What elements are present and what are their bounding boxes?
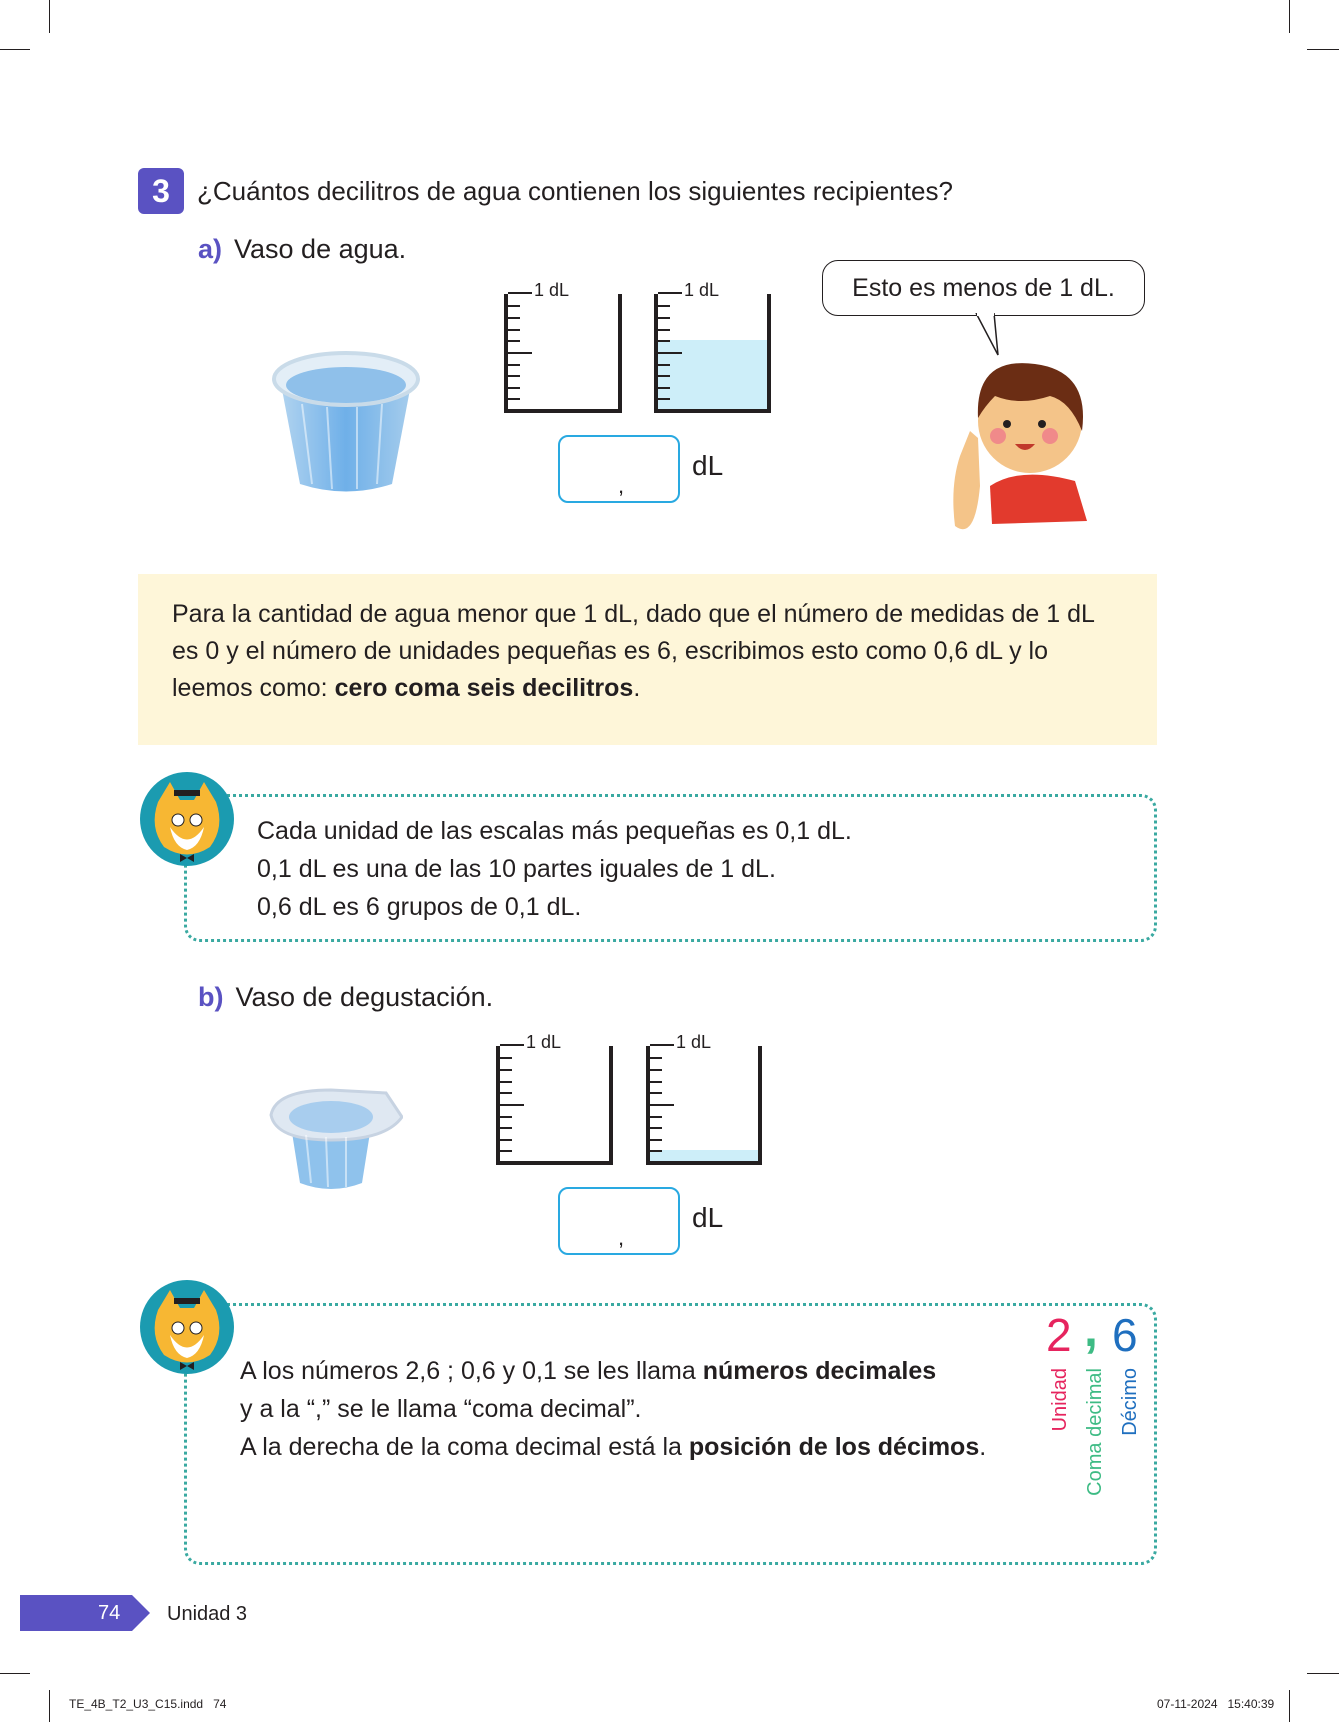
- explanation-box: [138, 574, 1157, 745]
- note2-text: [240, 1352, 1020, 1466]
- explanation-line: 0,6 dL y lo leemos como: cero coma seis decilitros.: [172, 637, 1048, 702]
- beaker-filled-a: [654, 280, 771, 413]
- beaker-label: 1 dL: [526, 1032, 562, 1052]
- page-number: 74: [98, 1602, 121, 1624]
- tasting-cup-image: [266, 1085, 403, 1192]
- beaker-label: 1 dL: [684, 280, 720, 300]
- exercise-question: ¿Cuántos decilitros de agua contienen los siguientes recipientes?: [197, 176, 953, 206]
- beaker-filled-b: [646, 1032, 762, 1165]
- unit-label: Unidad: [1049, 1368, 1071, 1432]
- part-a-letter: a): [198, 234, 223, 264]
- crop-mark: [49, 0, 50, 33]
- note1-line: 0,6 dL es 6 grupos de 0,1 dL.: [257, 893, 582, 921]
- crop-mark: [49, 1690, 50, 1722]
- unit-label-b: dL: [692, 1202, 724, 1233]
- beaker-empty-b: [496, 1032, 613, 1165]
- tenth-label: Décimo: [1119, 1368, 1141, 1436]
- unit-digit: 2: [1046, 1309, 1072, 1361]
- part-b-text: Vaso de degustación.: [235, 982, 494, 1012]
- exercise-number-badge: 3: [138, 168, 184, 214]
- note1-line: Cada unidad de las escalas más pequeñas es 0,1 dL.: [257, 817, 852, 845]
- answer-box-b[interactable]: [558, 1187, 680, 1255]
- crop-mark: [1307, 1673, 1339, 1674]
- file-slug: TE_4B_T2_U3_C15.indd 74: [69, 1697, 227, 1711]
- speech-bubble: [822, 260, 1145, 316]
- note2-line: A los números 2,6 ; 0,6 y 0,1 se les llama números decimales: [240, 1357, 937, 1385]
- water-glass-image: [272, 349, 420, 495]
- print-date: 07-11-2024 15:40:39: [1157, 1697, 1275, 1711]
- boy-character: [950, 346, 1088, 541]
- comma-label: Coma decimal: [1084, 1368, 1106, 1496]
- tenth-digit: 6: [1112, 1309, 1138, 1361]
- beaker-label: 1 dL: [676, 1032, 712, 1052]
- page-number-tab: [20, 1595, 150, 1631]
- part-b-label: [198, 982, 493, 1013]
- decimal-comma: ,: [618, 1225, 625, 1250]
- speech-text: Esto es menos de 1 dL.: [852, 273, 1115, 302]
- comma-glyph: ,: [1084, 1301, 1098, 1357]
- part-a-text: Vaso de agua.: [234, 234, 407, 264]
- decimal-comma: ,: [618, 473, 625, 498]
- owl-mascot-icon: [140, 772, 234, 866]
- unit-footer-label: Unidad 3: [167, 1603, 248, 1625]
- answer-box-a[interactable]: [558, 435, 680, 503]
- crop-mark: [0, 49, 30, 50]
- crop-mark: [1307, 49, 1339, 50]
- explanation-line: Para la cantidad de agua menor que 1 dL, dado que el número de medidas: [172, 600, 1005, 628]
- beaker-label: 1 dL: [534, 280, 570, 300]
- part-a-label: [198, 234, 406, 265]
- note2-line: A la derecha de la coma decimal está la posición de los décimos.: [240, 1433, 987, 1461]
- explanation-line: de 1 dL es 0 y el número de unidades pequeñas es 6, escribimos esto como: [172, 600, 1094, 665]
- crop-mark: [1289, 1690, 1290, 1722]
- note2-line: y a la “,” se le llama “coma decimal”.: [240, 1395, 642, 1423]
- part-b-letter: b): [198, 982, 224, 1012]
- note1-line: 0,1 dL es una de las 10 partes iguales de 1 dL.: [257, 855, 776, 883]
- crop-mark: [1289, 0, 1290, 33]
- unit-label-a: dL: [692, 450, 724, 481]
- crop-mark: [0, 1673, 30, 1674]
- owl-mascot-icon: [140, 1280, 234, 1374]
- beaker-empty-a: [504, 280, 622, 413]
